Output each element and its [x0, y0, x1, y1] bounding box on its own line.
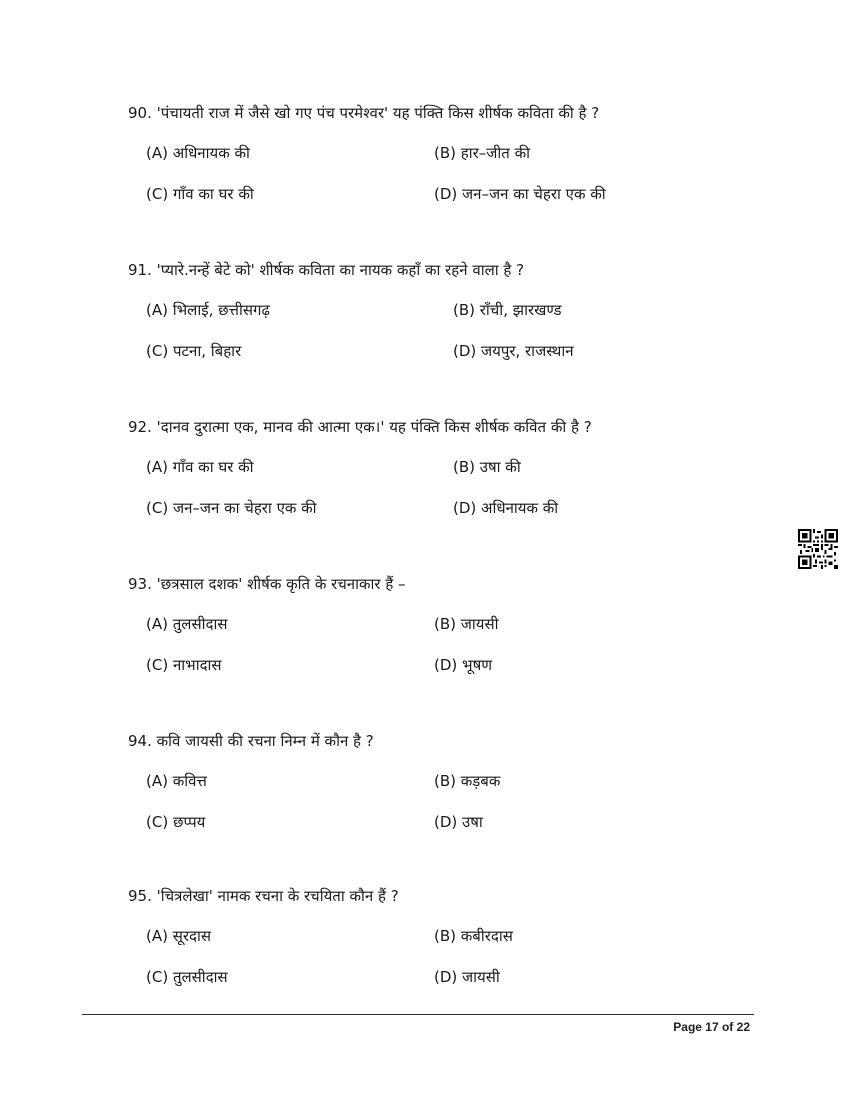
option-a: (A) तुलसीदास [146, 615, 228, 633]
option-d: (D) उषा [434, 813, 483, 831]
option-d: (D) भूषण [434, 656, 493, 674]
footer-divider [82, 1014, 754, 1015]
option-c: (C) गाँव का घर की [146, 185, 254, 203]
question-92 [128, 417, 748, 517]
question-95 [128, 886, 748, 986]
question-text: 90. 'पंचायती राज में जैसे खो गए पंच परमेश्वर' यह पंक्ति किस शीर्षक कविता की है ? [128, 104, 600, 122]
question-text: 94. कवि जायसी की रचना निम्न में कौन है ? [128, 732, 374, 750]
question-text: 95. 'चित्रलेखा' नामक रचना के रचयिता कौन हैं ? [128, 887, 399, 905]
option-a: (A) भिलाई, छत्तीसगढ़ [146, 301, 270, 319]
option-c: (C) छप्पय [146, 813, 206, 831]
option-a: (A) अधिनायक की [146, 144, 250, 162]
option-d: (D) जयपुर, राजस्थान [453, 342, 574, 360]
question-94 [128, 731, 748, 831]
question-91 [128, 260, 748, 360]
question-text: 91. 'प्यारे.नन्हें बेटे को' शीर्षक कविता का नायक कहाँ का रहने वाला है ? [128, 261, 525, 279]
option-d: (D) जन–जन का चेहरा एक की [434, 185, 606, 203]
option-d: (D) अधिनायक की [453, 499, 559, 517]
option-b: (B) उषा की [453, 458, 521, 476]
option-c: (C) पटना, बिहार [146, 342, 242, 360]
option-a: (A) गाँव का घर की [146, 458, 254, 476]
option-a: (A) सूरदास [146, 927, 211, 945]
option-c: (C) नाभादास [146, 656, 222, 674]
option-c: (C) तुलसीदास [146, 968, 228, 986]
page-number: Page 17 of 22 [673, 1020, 750, 1034]
qr-code [798, 529, 838, 569]
option-d: (D) जायसी [434, 968, 500, 986]
option-b: (B) राँची, झारखण्ड [453, 301, 562, 319]
option-b: (B) हार–जीत की [434, 144, 530, 162]
option-b: (B) कड़बक [434, 772, 501, 790]
option-c: (C) जन–जन का चेहरा एक की [146, 499, 317, 517]
question-text: 92. 'दानव दुरात्मा एक, मानव की आत्मा एक।' यह पंक्ति किस शीर्षक कवित की है ? [128, 418, 592, 436]
question-90 [128, 103, 748, 203]
question-93 [128, 574, 748, 674]
option-a: (A) कवित्त [146, 772, 207, 790]
question-text: 93. 'छत्रसाल दशक' शीर्षक कृति के रचनाकार हैं – [128, 575, 406, 593]
option-b: (B) कबीरदास [434, 927, 513, 945]
option-b: (B) जायसी [434, 615, 499, 633]
